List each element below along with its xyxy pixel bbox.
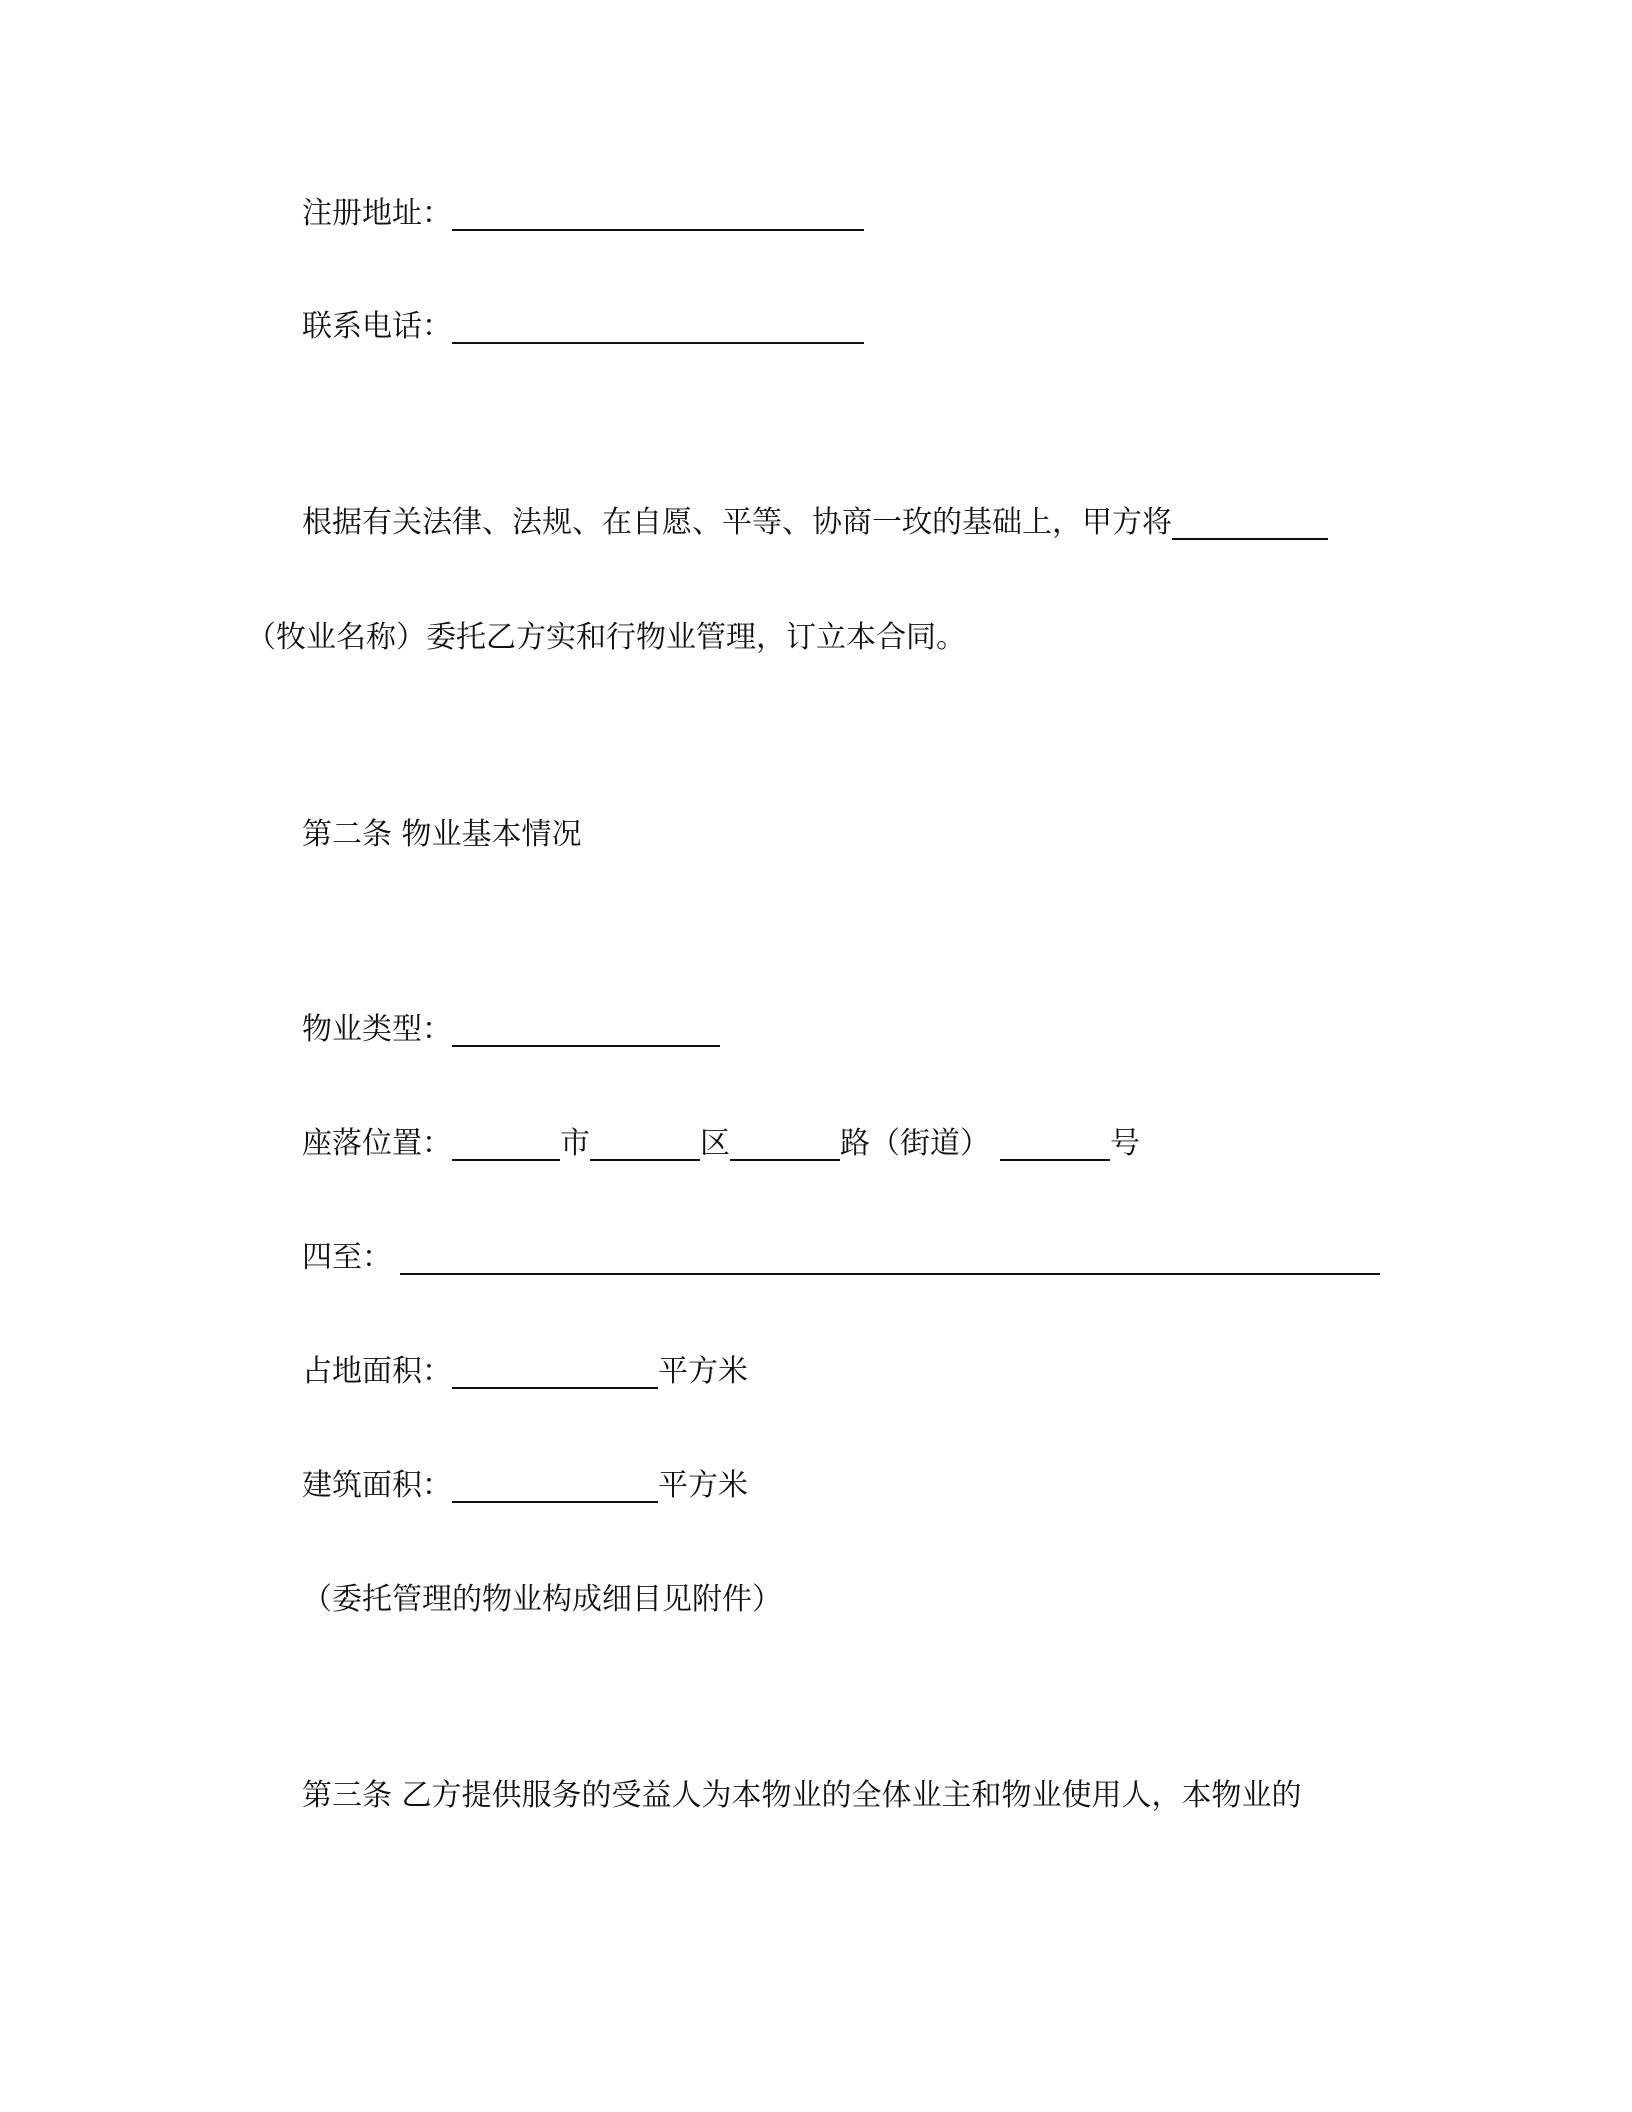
property-name-blank[interactable] bbox=[1172, 508, 1328, 540]
building-area-row bbox=[302, 1466, 748, 1506]
land-area-row bbox=[302, 1352, 748, 1392]
location-district-text: 区 bbox=[700, 1126, 730, 1161]
article-2-title-text: 第二条 物业基本情况 bbox=[302, 817, 582, 852]
location-row bbox=[302, 1124, 1140, 1164]
intro-text-2: （牧业名称）委托乙方实和行物业管理，订立本合同。 bbox=[246, 620, 966, 655]
boundaries-label: 四至： bbox=[302, 1240, 392, 1275]
location-district-blank[interactable] bbox=[590, 1129, 700, 1161]
intro-text-1: 根据有关法律、法规、在自愿、平等、协商一玫的基础上，甲方将 bbox=[302, 505, 1172, 540]
phone-blank[interactable] bbox=[452, 312, 864, 344]
location-city-blank[interactable] bbox=[452, 1129, 560, 1161]
phone-row bbox=[302, 307, 864, 347]
land-area-blank[interactable] bbox=[452, 1357, 658, 1389]
location-city-text: 市 bbox=[560, 1126, 590, 1161]
registered-address-row bbox=[302, 194, 864, 234]
building-area-label: 建筑面积： bbox=[302, 1468, 452, 1503]
article-3-text: 第三条 乙方提供服务的受益人为本物业的全体业主和物业使用人，本物业的 bbox=[302, 1778, 1302, 1813]
phone-label: 联系电话： bbox=[302, 309, 452, 344]
intro-line-2 bbox=[246, 618, 966, 658]
location-road-blank[interactable] bbox=[730, 1129, 840, 1161]
land-area-label: 占地面积： bbox=[302, 1354, 452, 1389]
location-number-blank[interactable] bbox=[1000, 1129, 1110, 1161]
building-area-unit: 平方米 bbox=[658, 1468, 748, 1503]
boundaries-row bbox=[302, 1238, 1380, 1278]
intro-line-1 bbox=[302, 503, 1328, 543]
location-number-text: 号 bbox=[1110, 1126, 1140, 1161]
location-road-text: 路（街道） bbox=[840, 1126, 990, 1161]
article-2-title bbox=[302, 815, 582, 855]
registered-address-blank[interactable] bbox=[452, 199, 864, 231]
property-type-label: 物业类型： bbox=[302, 1012, 452, 1047]
annex-note-text: （委托管理的物业构成细目见附件） bbox=[302, 1582, 782, 1617]
property-type-row bbox=[302, 1010, 720, 1050]
property-type-blank[interactable] bbox=[452, 1015, 720, 1047]
registered-address-label: 注册地址： bbox=[302, 196, 452, 231]
annex-note bbox=[302, 1580, 782, 1620]
building-area-blank[interactable] bbox=[452, 1471, 658, 1503]
boundaries-blank[interactable] bbox=[400, 1243, 1380, 1275]
article-3-line bbox=[302, 1776, 1302, 1816]
land-area-unit: 平方米 bbox=[658, 1354, 748, 1389]
location-label: 座落位置： bbox=[302, 1126, 452, 1161]
